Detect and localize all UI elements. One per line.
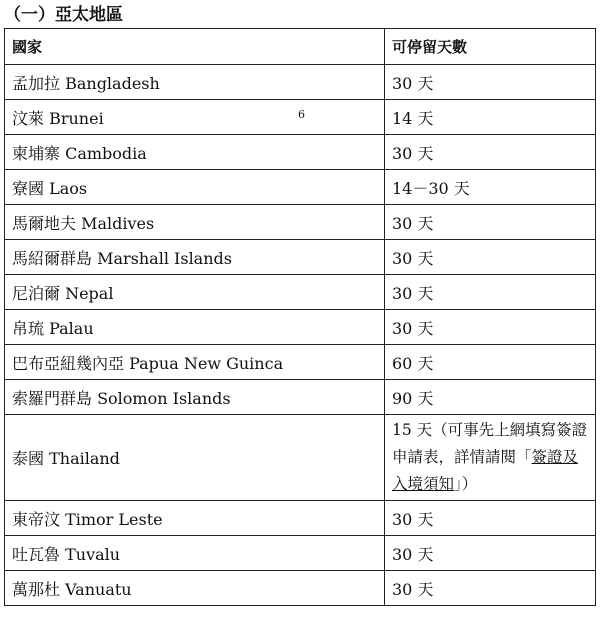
table-row xyxy=(5,501,596,536)
country-cell: 泰國 Thailand xyxy=(5,415,385,501)
table-row xyxy=(5,240,596,275)
country-cell: 索羅門群島 Solomon Islands xyxy=(5,380,385,415)
country-cell: 汶萊 Brunei xyxy=(5,100,385,135)
section-title: （一）亞太地區 xyxy=(4,5,123,25)
days-cell: 14－30 天 xyxy=(385,170,596,205)
days-cell: 30 天 xyxy=(385,501,596,536)
country-cell: 孟加拉 Bangladesh xyxy=(5,65,385,100)
table-row xyxy=(5,205,596,240)
table-row-thailand xyxy=(5,415,596,501)
table-row xyxy=(5,65,596,100)
country-cell: 東帝汶 Timor Leste xyxy=(5,501,385,536)
days-cell: 60 天 xyxy=(385,345,596,380)
table-header-row xyxy=(5,29,596,65)
country-cell: 馬爾地夫 Maldives xyxy=(5,205,385,240)
days-cell: 14 天 xyxy=(385,100,596,135)
days-cell: 30 天 xyxy=(385,310,596,345)
days-cell: 30 天 xyxy=(385,205,596,240)
page-number: 6 xyxy=(298,108,305,121)
country-cell: 帛琉 Palau xyxy=(5,310,385,345)
country-cell: 柬埔寨 Cambodia xyxy=(5,135,385,170)
days-cell: 30 天 xyxy=(385,135,596,170)
table-row xyxy=(5,536,596,571)
table-row xyxy=(5,170,596,205)
table-row xyxy=(5,275,596,310)
table-row xyxy=(5,571,596,606)
header-country: 國家 xyxy=(5,29,385,65)
days-cell: 30 天 xyxy=(385,536,596,571)
country-cell: 寮國 Laos xyxy=(5,170,385,205)
country-cell: 巴布亞紐幾內亞 Papua New Guinca xyxy=(5,345,385,380)
table-row xyxy=(5,380,596,415)
visa-info-link[interactable]: 簽證及入境須知 xyxy=(392,448,579,493)
days-note-prefix: 15 天（可事先上網填寫簽證申請表，詳情請閱「 xyxy=(392,421,588,466)
table-row xyxy=(5,135,596,170)
country-cell: 尼泊爾 Nepal xyxy=(5,275,385,310)
table-row xyxy=(5,345,596,380)
days-cell: 30 天 xyxy=(385,240,596,275)
days-note-cell xyxy=(385,415,596,501)
country-cell: 吐瓦魯 Tuvalu xyxy=(5,536,385,571)
days-cell: 30 天 xyxy=(385,275,596,310)
days-cell: 90 天 xyxy=(385,380,596,415)
country-cell: 馬紹爾群島 Marshall Islands xyxy=(5,240,385,275)
country-cell: 萬那杜 Vanuatu xyxy=(5,571,385,606)
header-stay-days: 可停留天數 xyxy=(385,29,596,65)
days-cell: 30 天 xyxy=(385,65,596,100)
days-cell: 30 天 xyxy=(385,571,596,606)
days-note-suffix: 」） xyxy=(454,475,478,493)
table-row xyxy=(5,310,596,345)
